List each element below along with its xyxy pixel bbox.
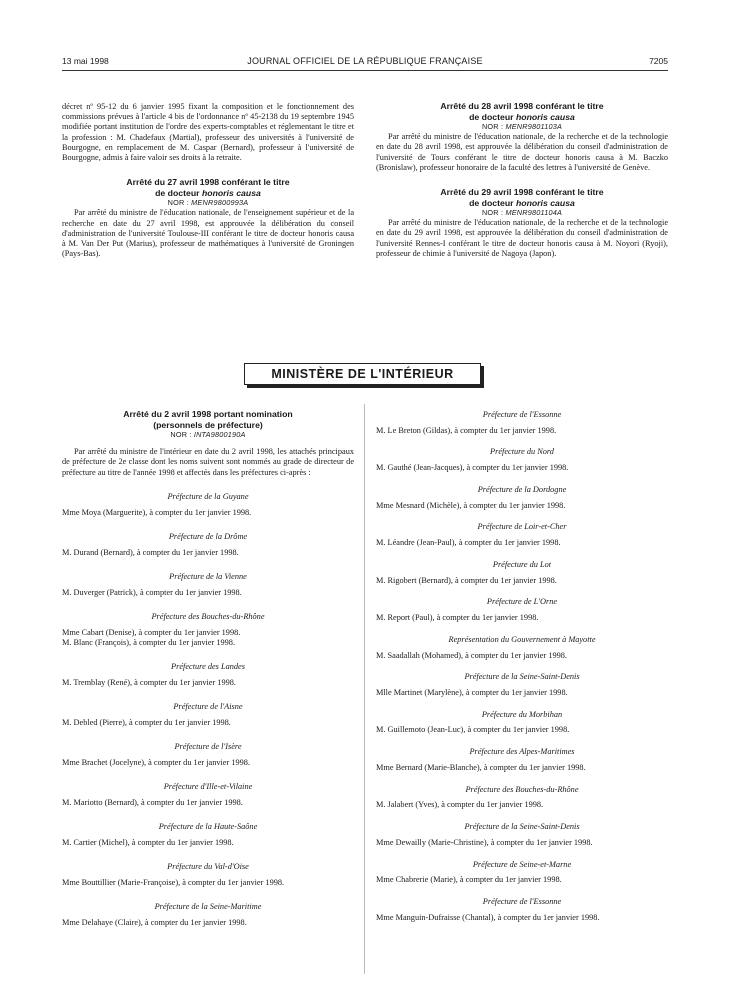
nominee-entry: M. Gauthé (Jean-Jacques), à compter du 1er janvier 1998. bbox=[376, 463, 569, 473]
continuation-text: décret nº 95-12 du 6 janvier 1995 fixant la composition et le fonctionnement des commissions prévues à l'article 4 bis de l'ordonnance nº 45-2138 du 19 septembre 1945 modifiée portant institution de l'ordre des experts-comptables et réglementant le titre et la profession : M. Chadefaux (Martial), professeur des universités à l'université de Bourgogne, en remplacement de M. Caspar (Bernard), professeur à l'université de Bourgogne, admis à faire valoir ses droits à la retraite. bbox=[62, 102, 354, 163]
nor-code: MENR9801104A bbox=[505, 208, 563, 218]
nominee-entry: M. Guillemoto (Jean-Luc), à compter du 1er janvier 1998. bbox=[376, 725, 570, 735]
arrete-title-line2: (personnels de préfecture) bbox=[153, 419, 263, 430]
header-page-number: 7205 bbox=[649, 56, 668, 66]
nominee-entry: Mme Mesnard (Michèle), à compter du 1er janvier 1998. bbox=[376, 500, 566, 510]
nor-reference bbox=[376, 208, 668, 218]
bottom-right-column bbox=[376, 409, 668, 923]
nor-code: MENR9800993A bbox=[191, 198, 249, 208]
arrete-text: Par arrêté du ministre de l'éducation nationale, de la recherche et de la technologie en date du 29 avril 1998, est approuvée la délibération du conseil d'administration de l'université Rennes-I conférant le titre de docteur honoris causa à M. Noyori (Ryoji), professeur de chimie à l'université de Nagoya (Japon). bbox=[376, 218, 668, 258]
arrete-title bbox=[62, 409, 354, 430]
prefecture-name: Préfecture de la Seine-Saint-Denis bbox=[464, 822, 580, 832]
ministry-heading: MINISTÈRE DE L'INTÉRIEUR bbox=[244, 363, 481, 385]
arrete-title-line1: Arrêté du 28 avril 1998 conférant le titre bbox=[440, 101, 604, 111]
prefecture-name: Préfecture de la Guyane bbox=[167, 491, 249, 501]
arrete-title-line2: de docteur bbox=[155, 187, 202, 198]
nominee-entry: Mme Dewailly (Marie-Christine), à compter du 1er janvier 1998. bbox=[376, 837, 593, 847]
prefecture-name: Préfecture de l'Isère bbox=[174, 742, 242, 752]
nominee-entry: M. Duverger (Patrick), à compter du 1er janvier 1998. bbox=[62, 588, 242, 598]
nominee-entry: Mme Bouttillier (Marie-Françoise), à compter du 1er janvier 1998. bbox=[62, 878, 285, 888]
prefecture-name: Préfecture des Landes bbox=[171, 662, 245, 672]
nor-reference bbox=[62, 198, 354, 208]
nominee-entry: M. Rigobert (Bernard), à compter du 1er janvier 1998. bbox=[376, 575, 557, 585]
prefecture-name: Préfecture de la Vienne bbox=[169, 571, 247, 581]
arrete-title bbox=[376, 187, 668, 208]
prefecture-name: Préfecture de l'Aisne bbox=[173, 702, 243, 712]
nominee-entry: Mme Delahaye (Claire), à compter du 1er janvier 1998. bbox=[62, 918, 247, 928]
nor-code: MENR9801103A bbox=[505, 122, 563, 131]
prefecture-name: Préfecture du Lot bbox=[492, 559, 552, 569]
top-right-column bbox=[376, 101, 668, 259]
arrete-title bbox=[62, 177, 354, 198]
nominee-entry: M. Jalabert (Yves), à compter du 1er janvier 1998. bbox=[376, 800, 544, 810]
header-date: 13 mai 1998 bbox=[62, 56, 109, 66]
nominee-entry: M. Saadallah (Mohamed), à compter du 1er janvier 1998. bbox=[376, 650, 567, 660]
nor-label: NOR : bbox=[170, 430, 194, 439]
arrete-title-italic: honoris causa bbox=[201, 187, 261, 198]
arrete-title-line1: Arrêté du 2 avril 1998 portant nomination bbox=[123, 409, 293, 419]
prefecture-name: Préfecture d'Ille-et-Vilaine bbox=[163, 782, 253, 792]
nominee-entry: Mme Moya (Marguerite), à compter du 1er janvier 1998. bbox=[62, 508, 252, 518]
arrete-intro: Par arrêté du ministre de l'intérieur en date du 2 avril 1998, les attachés principaux de préfecture de 2e classe dont les noms suivent sont nommés au grade de directeur de préfecture au titre de l'année 1998 et affectés dans les préfectures ci-après : bbox=[62, 447, 354, 477]
column-separator bbox=[364, 404, 365, 974]
nor-code: INTA9800190A bbox=[193, 430, 246, 439]
prefecture-list-right bbox=[376, 410, 668, 923]
prefecture-name: Préfecture de l'Essonne bbox=[482, 410, 562, 419]
nor-label: NOR : bbox=[481, 208, 506, 218]
arrete-title-italic: honoris causa bbox=[515, 111, 575, 122]
page-header bbox=[62, 56, 668, 70]
prefecture-name: Préfecture du Morbihan bbox=[481, 709, 563, 719]
nominee-entry: M. Blanc (François), à compter du 1er janvier 1998. bbox=[62, 638, 236, 648]
nominee-entry: M. Tremblay (René), à compter du 1er janvier 1998. bbox=[62, 678, 236, 688]
prefecture-name: Représentation du Gouvernement à Mayotte bbox=[448, 634, 596, 644]
arrete-text: Par arrêté du ministre de l'éducation nationale, de l'enseignement supérieur et de la recherche en date du 27 avril 1998, est approuvée la délibération du conseil d'administration de l'université Toulouse-III conférant le titre de docteur honoris causa à M. Van Der Put (Marius), professeur de mathématiques à l'université de Groningen (Pays-Bas). bbox=[62, 208, 354, 259]
nominee-entry: Mme Manguin-Dufraisse (Chantal), à compter du 1er janvier 1998. bbox=[376, 912, 600, 922]
prefecture-name: Préfecture de la Haute-Saône bbox=[158, 822, 258, 832]
nor-reference bbox=[376, 122, 668, 132]
nominee-entry: M. Le Breton (Gildas), à compter du 1er janvier 1998. bbox=[376, 425, 557, 435]
nominee-entry: Mme Chabrerie (Marie), à compter du 1er janvier 1998. bbox=[376, 875, 562, 885]
prefecture-name: Préfecture du Val-d'Oise bbox=[167, 862, 249, 872]
nor-label: NOR : bbox=[481, 122, 506, 131]
top-left-column bbox=[62, 102, 354, 259]
nominee-entry: M. Cartier (Michel), à compter du 1er janvier 1998. bbox=[62, 838, 234, 848]
nominee-entry: M. Mariotto (Bernard), à compter du 1er janvier 1998. bbox=[62, 798, 243, 808]
prefecture-name: Préfecture des Bouches-du-Rhône bbox=[151, 611, 265, 621]
nominee-entry: M. Debled (Pierre), à compter du 1er janvier 1998. bbox=[62, 718, 231, 728]
prefecture-name: Préfecture de la Dordogne bbox=[477, 484, 567, 494]
prefecture-name: Préfecture de la Seine-Saint-Denis bbox=[464, 672, 580, 682]
header-journal-title: JOURNAL OFFICIEL DE LA RÉPUBLIQUE FRANÇAISE bbox=[247, 56, 483, 66]
prefecture-name: Préfecture des Alpes-Maritimes bbox=[469, 747, 575, 757]
nominee-entry: M. Report (Paul), à compter du 1er janvier 1998. bbox=[376, 613, 539, 623]
prefecture-list-left bbox=[62, 492, 354, 929]
arrete-text: Par arrêté du ministre de l'éducation nationale, de la recherche et de la technologie en date du 28 avril 1998, est approuvée la délibération du conseil d'administration de l'université de Tours conférant le titre de docteur honoris causa à M. Baczko (Bronislaw), professeur honoraire de la faculté des lettres à l'université de Genève. bbox=[376, 132, 668, 172]
arrete-title-line1: Arrêté du 27 avril 1998 conférant le titre bbox=[126, 177, 290, 188]
nor-label: NOR : bbox=[167, 198, 192, 208]
nominee-entry: Mme Bernard (Marie-Blanche), à compter du 1er janvier 1998. bbox=[376, 762, 586, 772]
nominee-entry: M. Léandre (Jean-Paul), à compter du 1er janvier 1998. bbox=[376, 538, 561, 548]
arrete-title-line1: Arrêté du 29 avril 1998 conférant le titre bbox=[440, 187, 604, 198]
prefecture-name: Préfecture de L'Orne bbox=[486, 597, 558, 607]
nominee-entry: Mme Brachet (Jocelyne), à compter du 1er janvier 1998. bbox=[62, 758, 250, 768]
prefecture-name: Préfecture des Bouches-du-Rhône bbox=[465, 784, 579, 794]
prefecture-name: Préfecture du Nord bbox=[490, 447, 554, 457]
prefecture-name: Préfecture de Seine-et-Marne bbox=[472, 859, 572, 869]
prefecture-name: Préfecture de la Seine-Maritime bbox=[154, 902, 262, 912]
arrete-title-line2: de docteur bbox=[469, 111, 516, 122]
nominee-entry: Mme Cabart (Denise), à compter du 1er janvier 1998. bbox=[62, 628, 241, 638]
nominee-entry: M. Durand (Bernard), à compter du 1er janvier 1998. bbox=[62, 548, 239, 558]
header-rule bbox=[62, 70, 668, 71]
nominee-entry: Mlle Martinet (Marylène), à compter du 1er janvier 1998. bbox=[376, 687, 568, 697]
prefecture-name: Préfecture de Loir-et-Cher bbox=[477, 522, 567, 532]
arrete-title bbox=[376, 101, 668, 122]
arrete-title-italic: honoris causa bbox=[515, 197, 575, 208]
bottom-left-column bbox=[62, 409, 354, 928]
prefecture-name: Préfecture de la Drôme bbox=[168, 531, 248, 541]
nor-reference bbox=[62, 430, 354, 440]
arrete-title-line2: de docteur bbox=[469, 197, 516, 208]
prefecture-name: Préfecture de l'Essonne bbox=[482, 897, 562, 907]
